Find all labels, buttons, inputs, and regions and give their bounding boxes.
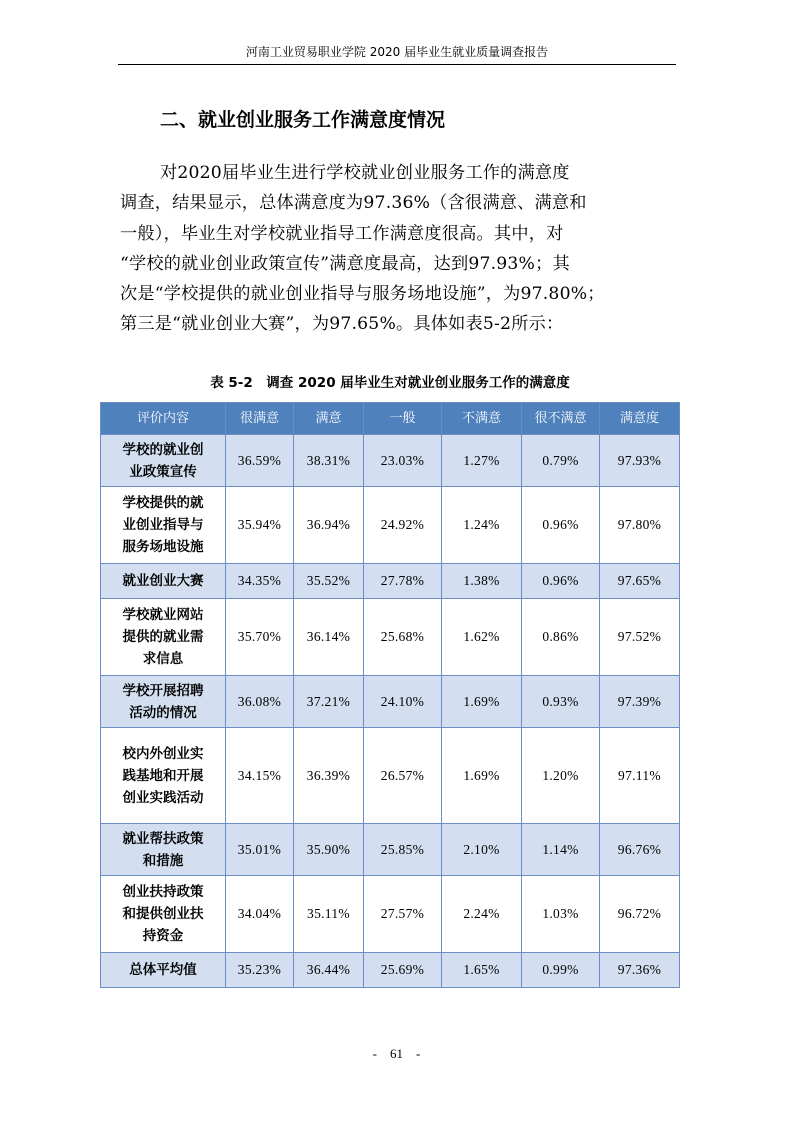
table-cell: 25.68%	[364, 599, 442, 676]
table-cell: 97.52%	[600, 599, 680, 676]
table-caption: 表 5-2 调查 2020 届毕业生对就业创业服务工作的满意度	[210, 375, 570, 391]
table-cell: 35.90%	[294, 824, 364, 876]
table-cell: 96.72%	[600, 876, 680, 953]
table-cell: 97.65%	[600, 564, 680, 599]
column-header: 满意度	[600, 403, 680, 435]
table-cell: 36.08%	[226, 676, 294, 728]
table-cell: 97.93%	[600, 435, 680, 487]
row-label-line: 学校提供的就	[122, 495, 204, 511]
table-cell: 36.94%	[294, 487, 364, 564]
header-rule	[118, 64, 676, 65]
section-heading: 二、就业创业服务工作满意度情况	[160, 109, 446, 131]
table-cell: 0.96%	[522, 564, 600, 599]
table-header-row	[101, 403, 680, 435]
table-cell: 1.69%	[442, 676, 522, 728]
row-label	[101, 953, 226, 988]
table-cell: 24.10%	[364, 676, 442, 728]
row-label-line: 服务场地设施	[122, 539, 204, 555]
paragraph-line: “学校的就业创业政策宣传”满意度最高，达到97.93%；其	[120, 253, 570, 274]
table-row	[101, 824, 680, 876]
table-cell: 1.24%	[442, 487, 522, 564]
table-row	[101, 728, 680, 824]
table-cell: 1.62%	[442, 599, 522, 676]
column-header: 满意	[294, 403, 364, 435]
table-cell: 2.24%	[442, 876, 522, 953]
paragraph-line: 对2020届毕业生进行学校就业创业服务工作的满意度	[160, 163, 570, 183]
row-label-line: 学校的就业创	[122, 441, 204, 458]
row-label	[101, 876, 226, 953]
column-header: 很不满意	[522, 403, 600, 435]
table-cell: 1.03%	[522, 876, 600, 953]
table-cell: 96.76%	[600, 824, 680, 876]
table-cell: 27.57%	[364, 876, 442, 953]
row-label-line: 和提供创业扶	[122, 906, 204, 922]
table-cell: 34.15%	[226, 728, 294, 824]
row-label-line: 业创业指导与	[122, 517, 204, 533]
paragraph-line: 第三是“就业创业大赛”，为97.65%。具体如表5-2所示：	[120, 314, 564, 335]
table-cell: 24.92%	[364, 487, 442, 564]
table-cell: 26.57%	[364, 728, 442, 824]
table-cell: 1.69%	[442, 728, 522, 824]
table-cell: 36.44%	[294, 953, 364, 988]
table-row	[101, 487, 680, 564]
row-label-line: 提供的就业需	[122, 629, 204, 645]
table-cell: 2.10%	[442, 824, 522, 876]
table-row	[101, 599, 680, 676]
table-cell: 34.35%	[226, 564, 294, 599]
column-header: 不满意	[442, 403, 522, 435]
table-body	[101, 435, 680, 988]
row-label	[101, 564, 226, 599]
row-label	[101, 824, 226, 876]
row-label	[101, 728, 226, 824]
row-label-line: 总体平均值	[129, 962, 197, 978]
table-cell: 0.96%	[522, 487, 600, 564]
row-label	[101, 599, 226, 676]
table-cell: 38.31%	[294, 435, 364, 487]
row-label-line: 就业创业大赛	[122, 573, 204, 589]
table-cell: 0.93%	[522, 676, 600, 728]
table-cell: 25.69%	[364, 953, 442, 988]
row-label-line: 学校就业网站	[122, 607, 204, 623]
table-cell: 34.04%	[226, 876, 294, 953]
column-header: 很满意	[226, 403, 294, 435]
table-row	[101, 564, 680, 599]
table-cell: 97.36%	[600, 953, 680, 988]
column-header: 评价内容	[101, 403, 226, 435]
table-cell: 35.94%	[226, 487, 294, 564]
table-cell: 97.39%	[600, 676, 680, 728]
table-cell: 35.11%	[294, 876, 364, 953]
table-cell: 23.03%	[364, 435, 442, 487]
table-row	[101, 876, 680, 953]
table-cell: 97.11%	[600, 728, 680, 824]
table-row	[101, 676, 680, 728]
paragraph-line: 调查，结果显示，总体满意度为97.36%（含很满意、满意和	[120, 193, 587, 214]
table-cell: 35.23%	[226, 953, 294, 988]
row-label	[101, 676, 226, 728]
page-number: - 61 -	[372, 1046, 421, 1061]
row-label-line: 业政策宣传	[129, 463, 197, 480]
row-label-line: 校内外创业实	[122, 745, 204, 762]
table-cell: 25.85%	[364, 824, 442, 876]
row-label-line: 践基地和开展	[122, 767, 204, 784]
row-label-line: 求信息	[142, 651, 184, 667]
satisfaction-table	[100, 402, 680, 988]
row-label-line: 创业扶持政策	[122, 884, 204, 900]
table-cell: 1.14%	[522, 824, 600, 876]
table-cell: 1.20%	[522, 728, 600, 824]
row-label-line: 创业实践活动	[122, 789, 204, 806]
table-cell: 97.80%	[600, 487, 680, 564]
table-cell: 0.99%	[522, 953, 600, 988]
table-cell: 1.65%	[442, 953, 522, 988]
table-cell: 0.86%	[522, 599, 600, 676]
row-label-line: 和措施	[142, 852, 184, 869]
row-label	[101, 487, 226, 564]
paragraph-line: 次是“学校提供的就业创业指导与服务场地设施”，为97.80%；	[120, 284, 605, 305]
row-label-line: 持资金	[142, 928, 184, 944]
table-cell: 36.39%	[294, 728, 364, 824]
running-header: 河南工业贸易职业学院 2020 届毕业生就业质量调查报告	[245, 45, 549, 59]
table-row	[101, 953, 680, 988]
column-header: 一般	[364, 403, 442, 435]
paragraph-line: 一般），毕业生对学校就业指导工作满意度很高。其中，对	[120, 223, 564, 244]
row-label	[101, 435, 226, 487]
table-cell: 1.38%	[442, 564, 522, 599]
table-cell: 35.01%	[226, 824, 294, 876]
body-paragraph	[120, 158, 680, 340]
table-cell: 36.14%	[294, 599, 364, 676]
table-row	[101, 435, 680, 487]
table-cell: 37.21%	[294, 676, 364, 728]
row-label-line: 活动的情况	[129, 704, 197, 721]
table-cell: 36.59%	[226, 435, 294, 487]
table-cell: 27.78%	[364, 564, 442, 599]
table-cell: 1.27%	[442, 435, 522, 487]
table-cell: 0.79%	[522, 435, 600, 487]
row-label-line: 学校开展招聘	[122, 682, 204, 699]
row-label-line: 就业帮扶政策	[122, 830, 204, 847]
table-cell: 35.52%	[294, 564, 364, 599]
table-cell: 35.70%	[226, 599, 294, 676]
